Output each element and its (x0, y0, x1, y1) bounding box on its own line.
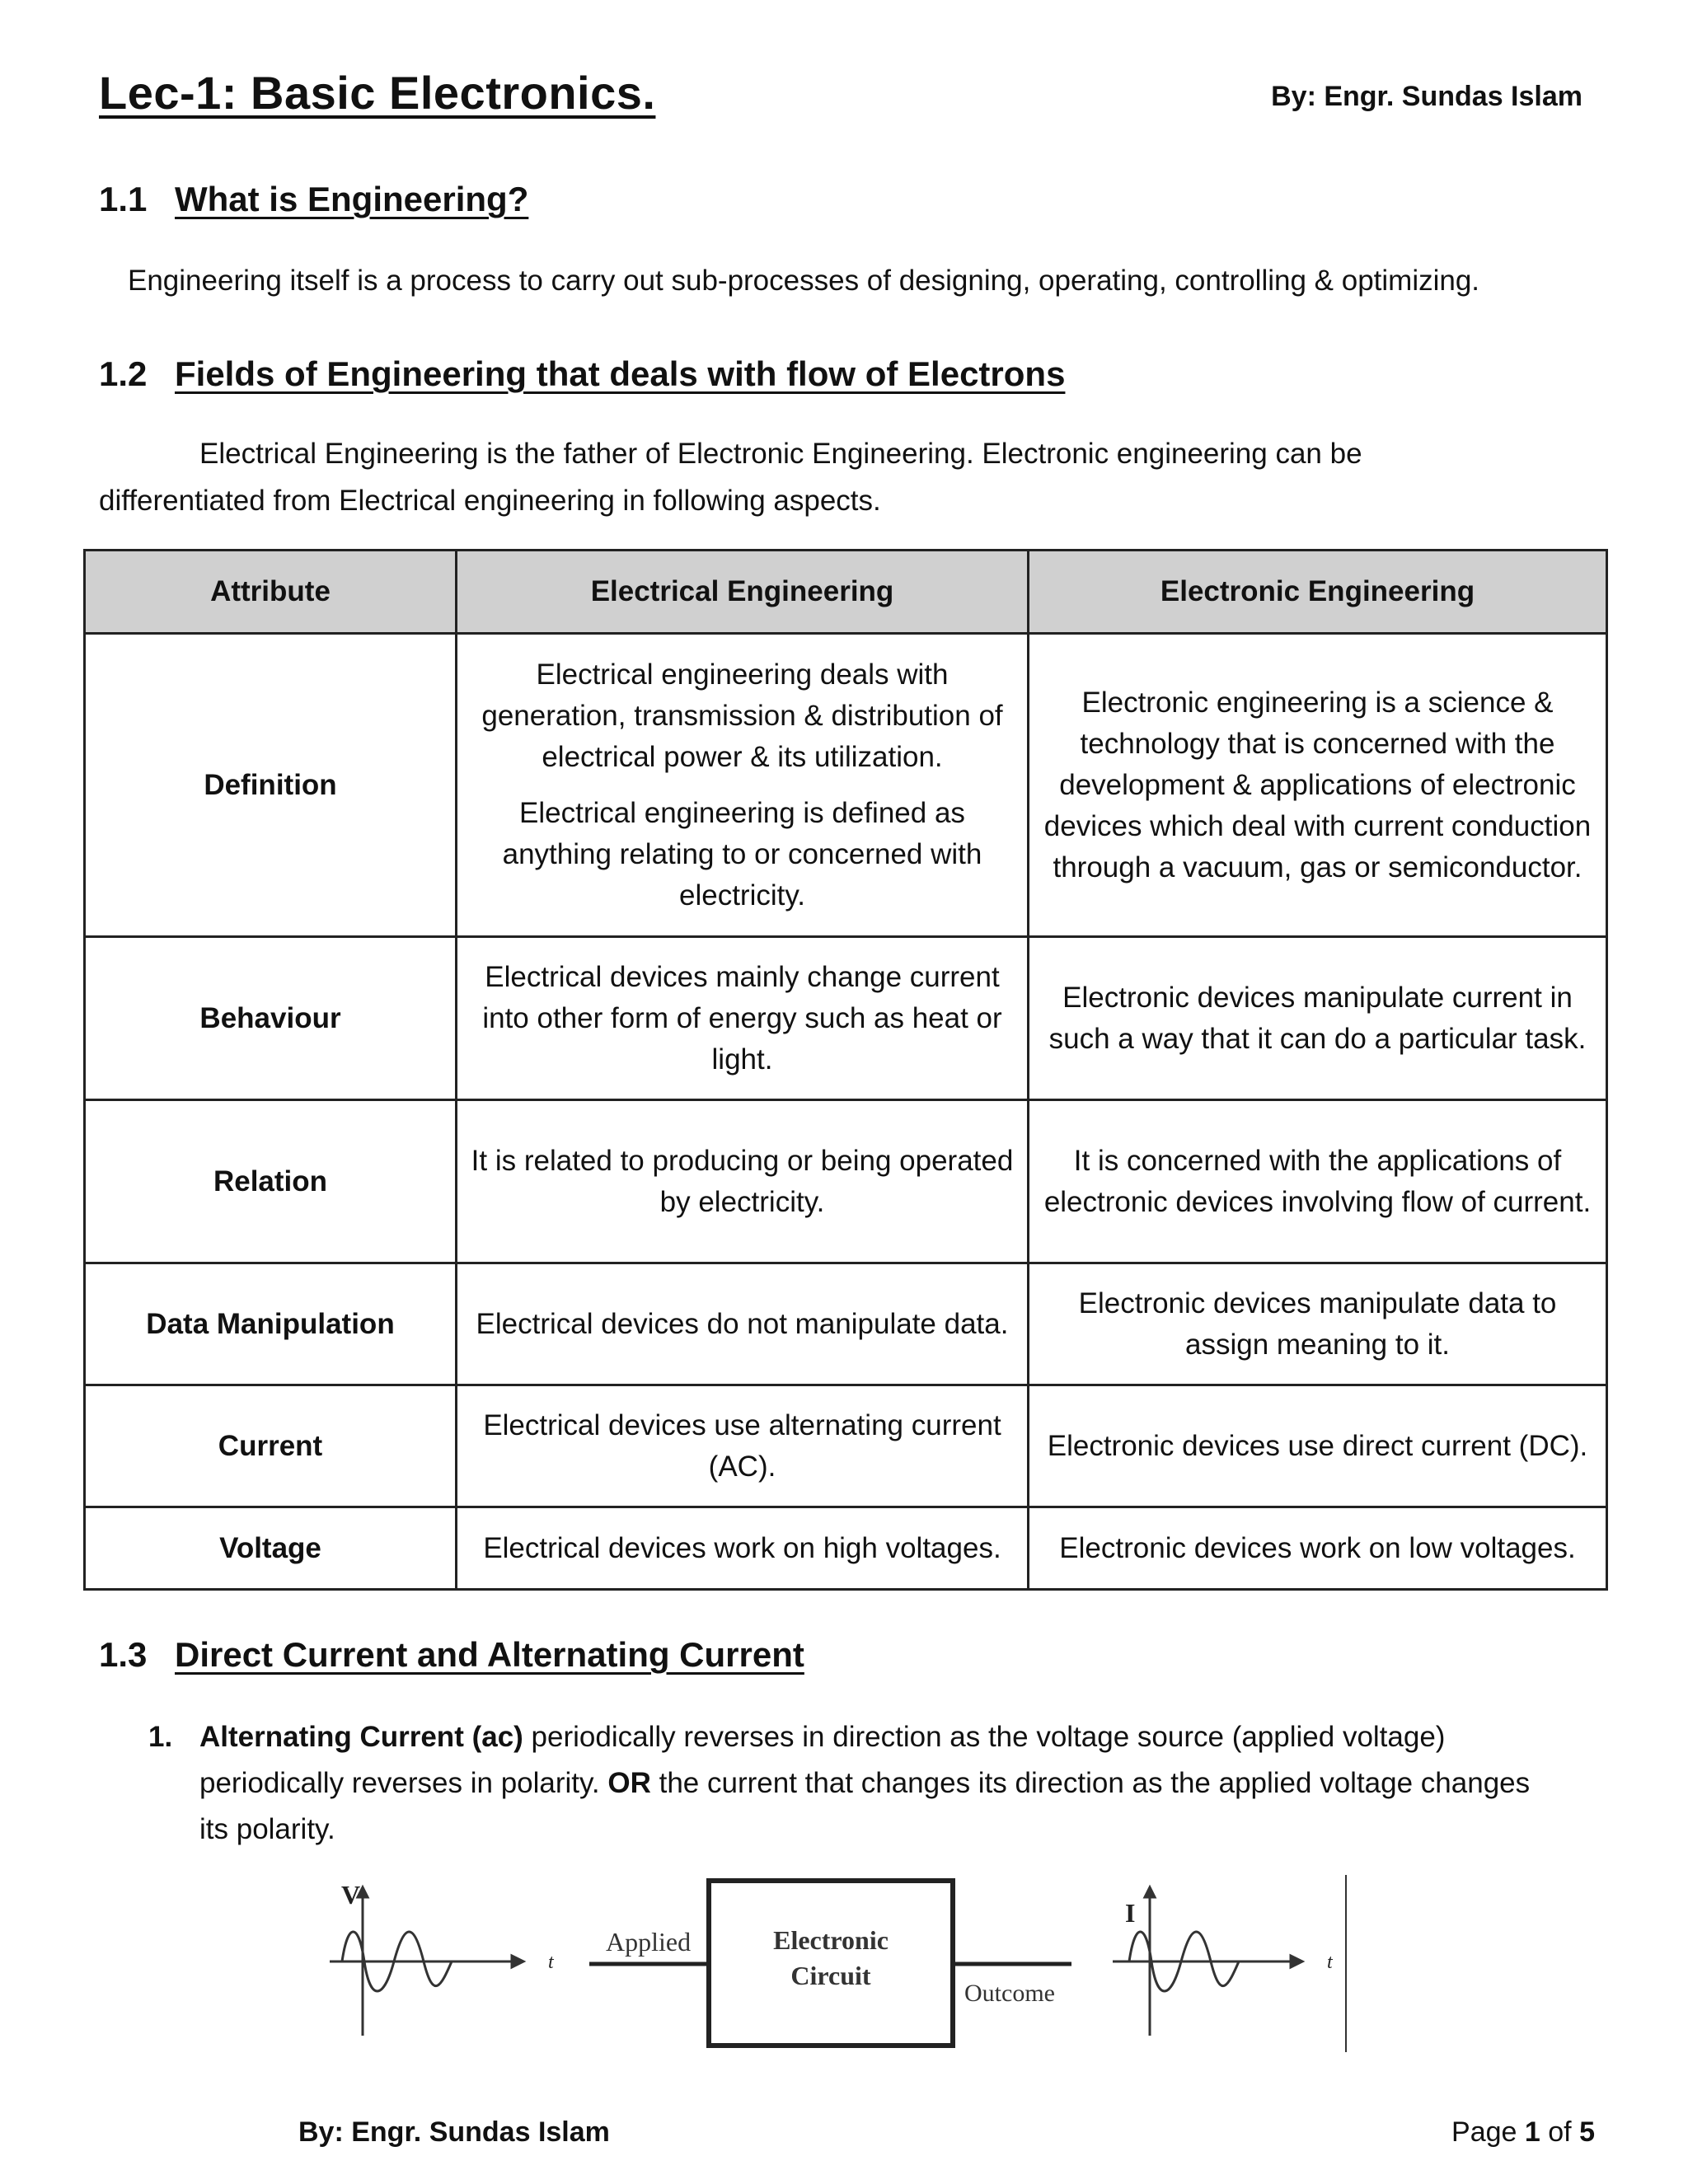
table-row (85, 1507, 1607, 1590)
electrical-cell: Electrical devices mainly change current into other form of energy such as heat or light. (457, 937, 1029, 1100)
page-current: 1 (1524, 2116, 1540, 2148)
electronic-cell: It is concerned with the applications of electronic devices involving flow of current. (1029, 1100, 1607, 1263)
term: Alternating Current (ac) (199, 1721, 523, 1753)
electrical-cell (457, 634, 1029, 937)
attribute-cell: Relation (85, 1100, 457, 1263)
output-time-label: t (1327, 1952, 1333, 1973)
table-row (85, 937, 1607, 1100)
box-label-line1: Electronic (773, 1925, 889, 1955)
input-waveform-graph (330, 1887, 523, 2036)
page-mid: of (1540, 2116, 1580, 2148)
output-x-arrowhead (1291, 1956, 1302, 1967)
electrical-cell: Electrical devices work on high voltages. (457, 1507, 1029, 1590)
cell-paragraph: Electrical engineering deals with generation, transmission & distribution of electrical power & its utilization. (481, 658, 1003, 773)
box-label-line2: Circuit (790, 1961, 871, 1990)
connector: OR (607, 1767, 651, 1799)
column-header: Electronic Engineering (1029, 551, 1607, 634)
applied-label: Applied (606, 1927, 692, 1957)
outcome-label: Outcome (964, 1980, 1055, 2007)
section-title: Direct Current and Alternating Current (175, 1635, 804, 1674)
attribute-cell: Behaviour (85, 937, 457, 1100)
electronic-cell: Electronic devices use direct current (DC). (1029, 1385, 1607, 1507)
section-title: What is Engineering? (175, 180, 529, 218)
electrical-cell: It is related to producing or being operated by electricity. (457, 1100, 1029, 1263)
table-row (85, 1263, 1607, 1385)
definition-text: the current that changes its direction as the applied voltage changes its polarity. (199, 1767, 1531, 1845)
section-title: Fields of Engineering that deals with flow of Electrons (175, 354, 1066, 393)
attribute-cell: Definition (85, 634, 457, 937)
section-heading-1-3 (99, 1635, 804, 1675)
section-number: 1.2 (99, 354, 148, 393)
attribute-cell: Voltage (85, 1507, 457, 1590)
table-row (85, 634, 1607, 937)
comparison-table (83, 549, 1608, 1591)
electronic-cell: Electronic devices work on low voltages. (1029, 1507, 1607, 1590)
output-axis-label: I (1125, 1898, 1136, 1928)
output-waveform-graph (1113, 1875, 1346, 2052)
cell-paragraph: Electrical engineering is defined as anything relating to or concerned with electricity. (502, 796, 982, 912)
electronic-cell: Electronic devices manipulate current in such a way that it can do a particular task. (1029, 937, 1607, 1100)
definition-text: periodically reverses in direction as the voltage source (applied voltage) periodically reverses in polarity. (199, 1721, 1446, 1799)
electronic-cell: Electronic devices manipulate data to assign meaning to it. (1029, 1263, 1607, 1385)
electrical-cell: Electrical devices do not manipulate data. (457, 1263, 1029, 1385)
section-heading-1-2 (99, 354, 1065, 394)
output-y-arrowhead (1145, 1887, 1155, 1897)
list-number: 1. (148, 1721, 173, 1753)
section-heading-1-1 (99, 180, 528, 219)
column-header: Attribute (85, 551, 457, 634)
page-indicator (1451, 2116, 1595, 2149)
attribute-cell: Current (85, 1385, 457, 1507)
ac-circuit-diagram (321, 1871, 1376, 2060)
column-header: Electrical Engineering (457, 551, 1029, 634)
input-time-label: t (548, 1952, 554, 1973)
input-axis-label: V (341, 1880, 361, 1910)
table-header-row (85, 551, 1607, 634)
input-x-arrowhead (512, 1956, 523, 1967)
header-author: By: Engr. Sundas Islam (1271, 81, 1582, 112)
page-total: 5 (1579, 2116, 1595, 2148)
footer-author: By: Engr. Sundas Islam (298, 2116, 610, 2148)
section-1-2-body: Electrical Engineering is the father of Electronic Engineering. Electronic engineering can be differentiated from Electrical engineering in following aspects. (99, 438, 1362, 517)
table-row (85, 1100, 1607, 1263)
document-title: Lec-1: Basic Electronics. (99, 67, 656, 119)
list-text (199, 1714, 1550, 1853)
table-row (85, 1385, 1607, 1507)
section-1-1-body: Engineering itself is a process to carry out sub-processes of designing, operating, controlling & optimizing. (128, 265, 1480, 297)
electronic-cell: Electronic engineering is a science & technology that is concerned with the development & applications of electronic devices which deal with current conduction through a vacuum, gas or semiconductor. (1029, 634, 1607, 937)
section-number: 1.1 (99, 180, 148, 218)
list-item (148, 1714, 1550, 1853)
page-prefix: Page (1451, 2116, 1525, 2148)
section-number: 1.3 (99, 1635, 148, 1674)
attribute-cell: Data Manipulation (85, 1263, 457, 1385)
electrical-cell: Electrical devices use alternating current (AC). (457, 1385, 1029, 1507)
